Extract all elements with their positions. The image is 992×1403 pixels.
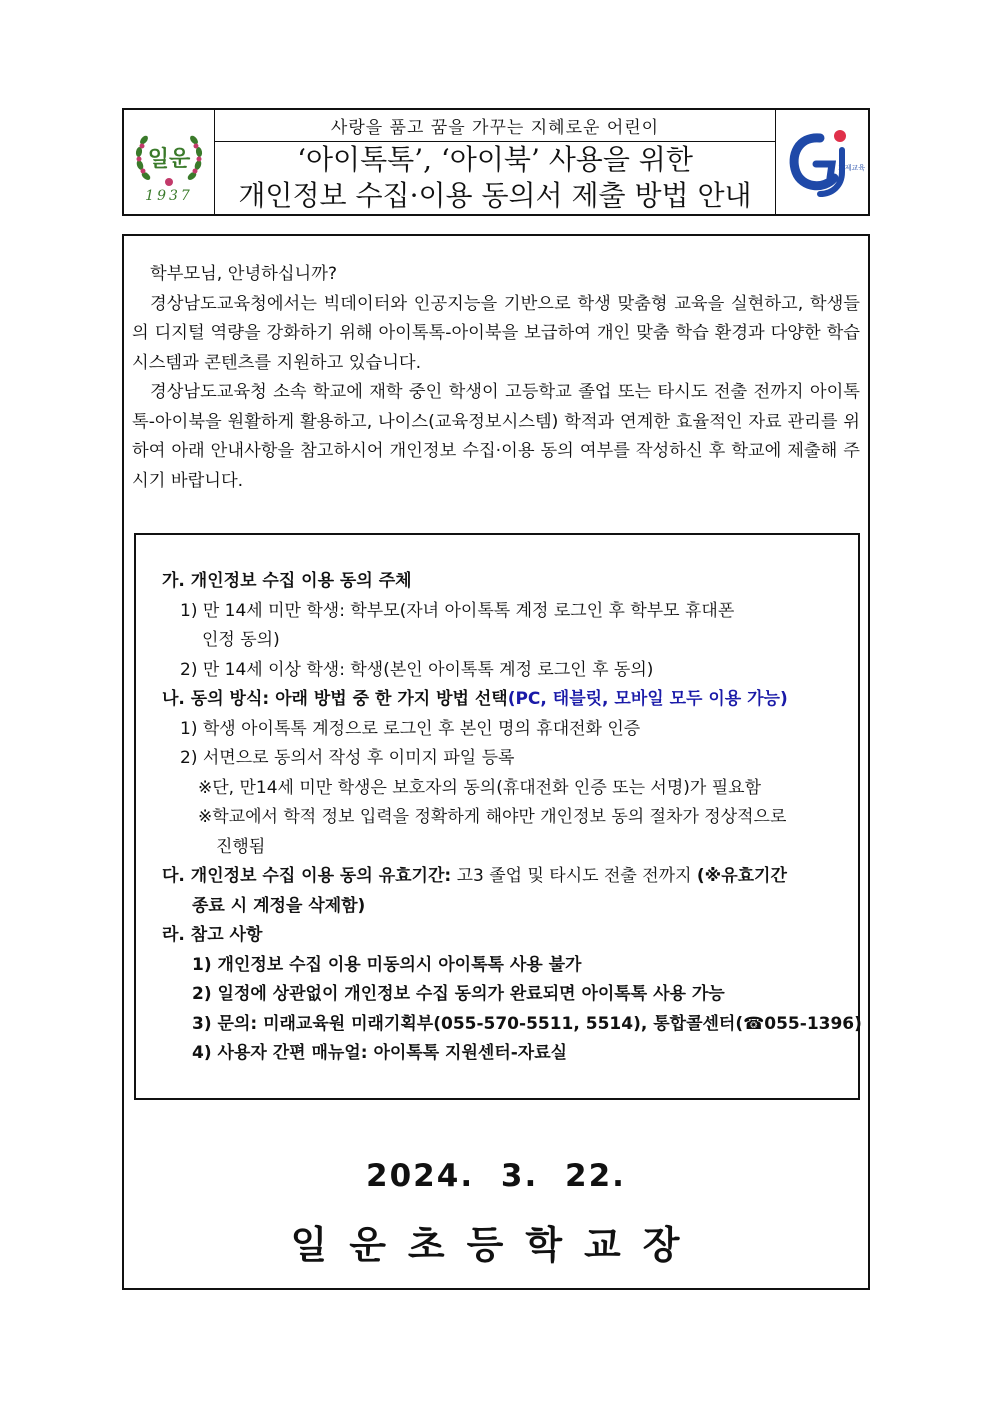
section-ga-item-1: 1) 만 14세 미만 학생: 학부모(자녀 아이톡톡 계정 로그인 후 학부모 휴대폰 [180, 600, 735, 621]
title-line-2: 개인정보 수집·이용 동의서 제출 방법 안내 [238, 179, 752, 212]
section-na-item-1: 1) 학생 아이톡톡 계정으로 로그인 후 본인 명의 휴대전화 인증 [180, 718, 641, 739]
section-ga-title: 가. 개인정보 수집 이용 동의 주체 [162, 571, 412, 591]
notice-body [122, 234, 870, 1290]
guidance-list [162, 567, 862, 1069]
document-header [122, 108, 870, 216]
school-motto: 사랑을 품고 꿈을 가꾸는 지혜로운 어린이 [215, 110, 775, 142]
section-na-note-1: ※단, 만14세 미만 학생은 보호자의 동의(휴대전화 인증 또는 서명)가 필요함 [198, 777, 761, 798]
intro-paragraph-2: 경상남도교육청 소속 학교에 재학 중인 학생이 고등학교 졸업 또는 타시도 전출 전까지 아이톡톡-아이북을 원활하게 활용하고, 나이스(교육정보시스템) 학적과 연계한 효율적인 자료 관리를 위하여 아래 안내사항을 참고하시어 개인정보 수집·이용 동의 여부를 작성하신 후 학교에 제출해 주시기 바랍니다. [132, 382, 860, 491]
intro-paragraph-1: 경상남도교육청에서는 빅데이터와 인공지능을 기반으로 학생 맞춤형 교육을 실현하고, 학생들의 디지털 역량을 강화하기 위해 아이톡톡-아이북을 보급하여 개인 맞춤 학습 환경과 다양한 학습 시스템과 콘텐츠를 지원하고 있습니다. [132, 293, 860, 373]
section-ra-item-2: 2) 일정에 상관없이 개인정보 수집 동의가 완료되면 아이톡톡 사용 가능 [192, 984, 725, 1004]
section-ra-title: 라. 참고 사항 [162, 925, 263, 945]
school-logo-year: 1937 [145, 188, 193, 204]
section-ra-item-4: 4) 사용자 간편 매뉴얼: 아이톡톡 지원센터-자료실 [192, 1043, 568, 1063]
section-da-heading [162, 862, 852, 892]
document-title [215, 142, 775, 214]
school-logo-mark: 일운 [147, 147, 191, 172]
section-na-item-2: 2) 서면으로 동의서 작성 후 이미지 파일 등록 [180, 748, 515, 768]
education-office-emblem-icon [776, 110, 868, 214]
header-titles [215, 110, 775, 214]
section-na-heading [162, 685, 852, 715]
section-ga-item-1-cont: 인정 동의) [202, 630, 280, 650]
section-na-title: 나. 동의 방식: 아래 방법 중 한 가지 방법 선택 [162, 689, 508, 709]
section-na-note-2: ※학교에서 학적 정보 입력을 정확하게 해야만 개인정보 동의 절차가 정상적으로 [198, 807, 787, 827]
section-ra-item-3: 3) 문의: 미래교육원 미래기획부(055-570-5511, 5514), 통합콜센터(☎055-1396) [192, 1013, 862, 1034]
section-ra-item-1: 1) 개인정보 수집 이용 미동의시 아이톡톡 사용 불가 [192, 954, 582, 975]
principal-signature: 일운초등학교장 [290, 1223, 702, 1267]
education-office-logo [775, 110, 868, 214]
school-logo [124, 110, 215, 214]
intro-section [132, 260, 860, 496]
office-logo-text: 거제교육 [838, 164, 866, 172]
guidance-box [134, 533, 860, 1100]
title-line-1: ‘아이톡톡’, ‘아이북’ 사용을 위한 [297, 143, 693, 176]
section-da-text: 고3 졸업 및 타시도 전출 전까지 [451, 866, 697, 886]
section-na-note-2-cont: 진행됨 [216, 836, 266, 857]
section-na-device-note: (PC, 태블릿, 모바일 모두 이용 가능) [507, 689, 788, 709]
section-ga-item-2: 2) 만 14세 이상 학생: 학생(본인 아이톡톡 계정 로그인 후 동의) [180, 659, 654, 680]
section-da-title: 다. 개인정보 수집 이용 동의 유효기간: [162, 866, 452, 886]
school-emblem-icon [124, 110, 214, 214]
greeting: 학부모님, 안녕하십니까? [150, 264, 338, 284]
issue-date: 2024. 3. 22. [366, 1158, 626, 1194]
section-da-note: (※유효기간 [696, 866, 787, 886]
section-da-note-cont: 종료 시 계정을 삭제함) [192, 895, 366, 916]
